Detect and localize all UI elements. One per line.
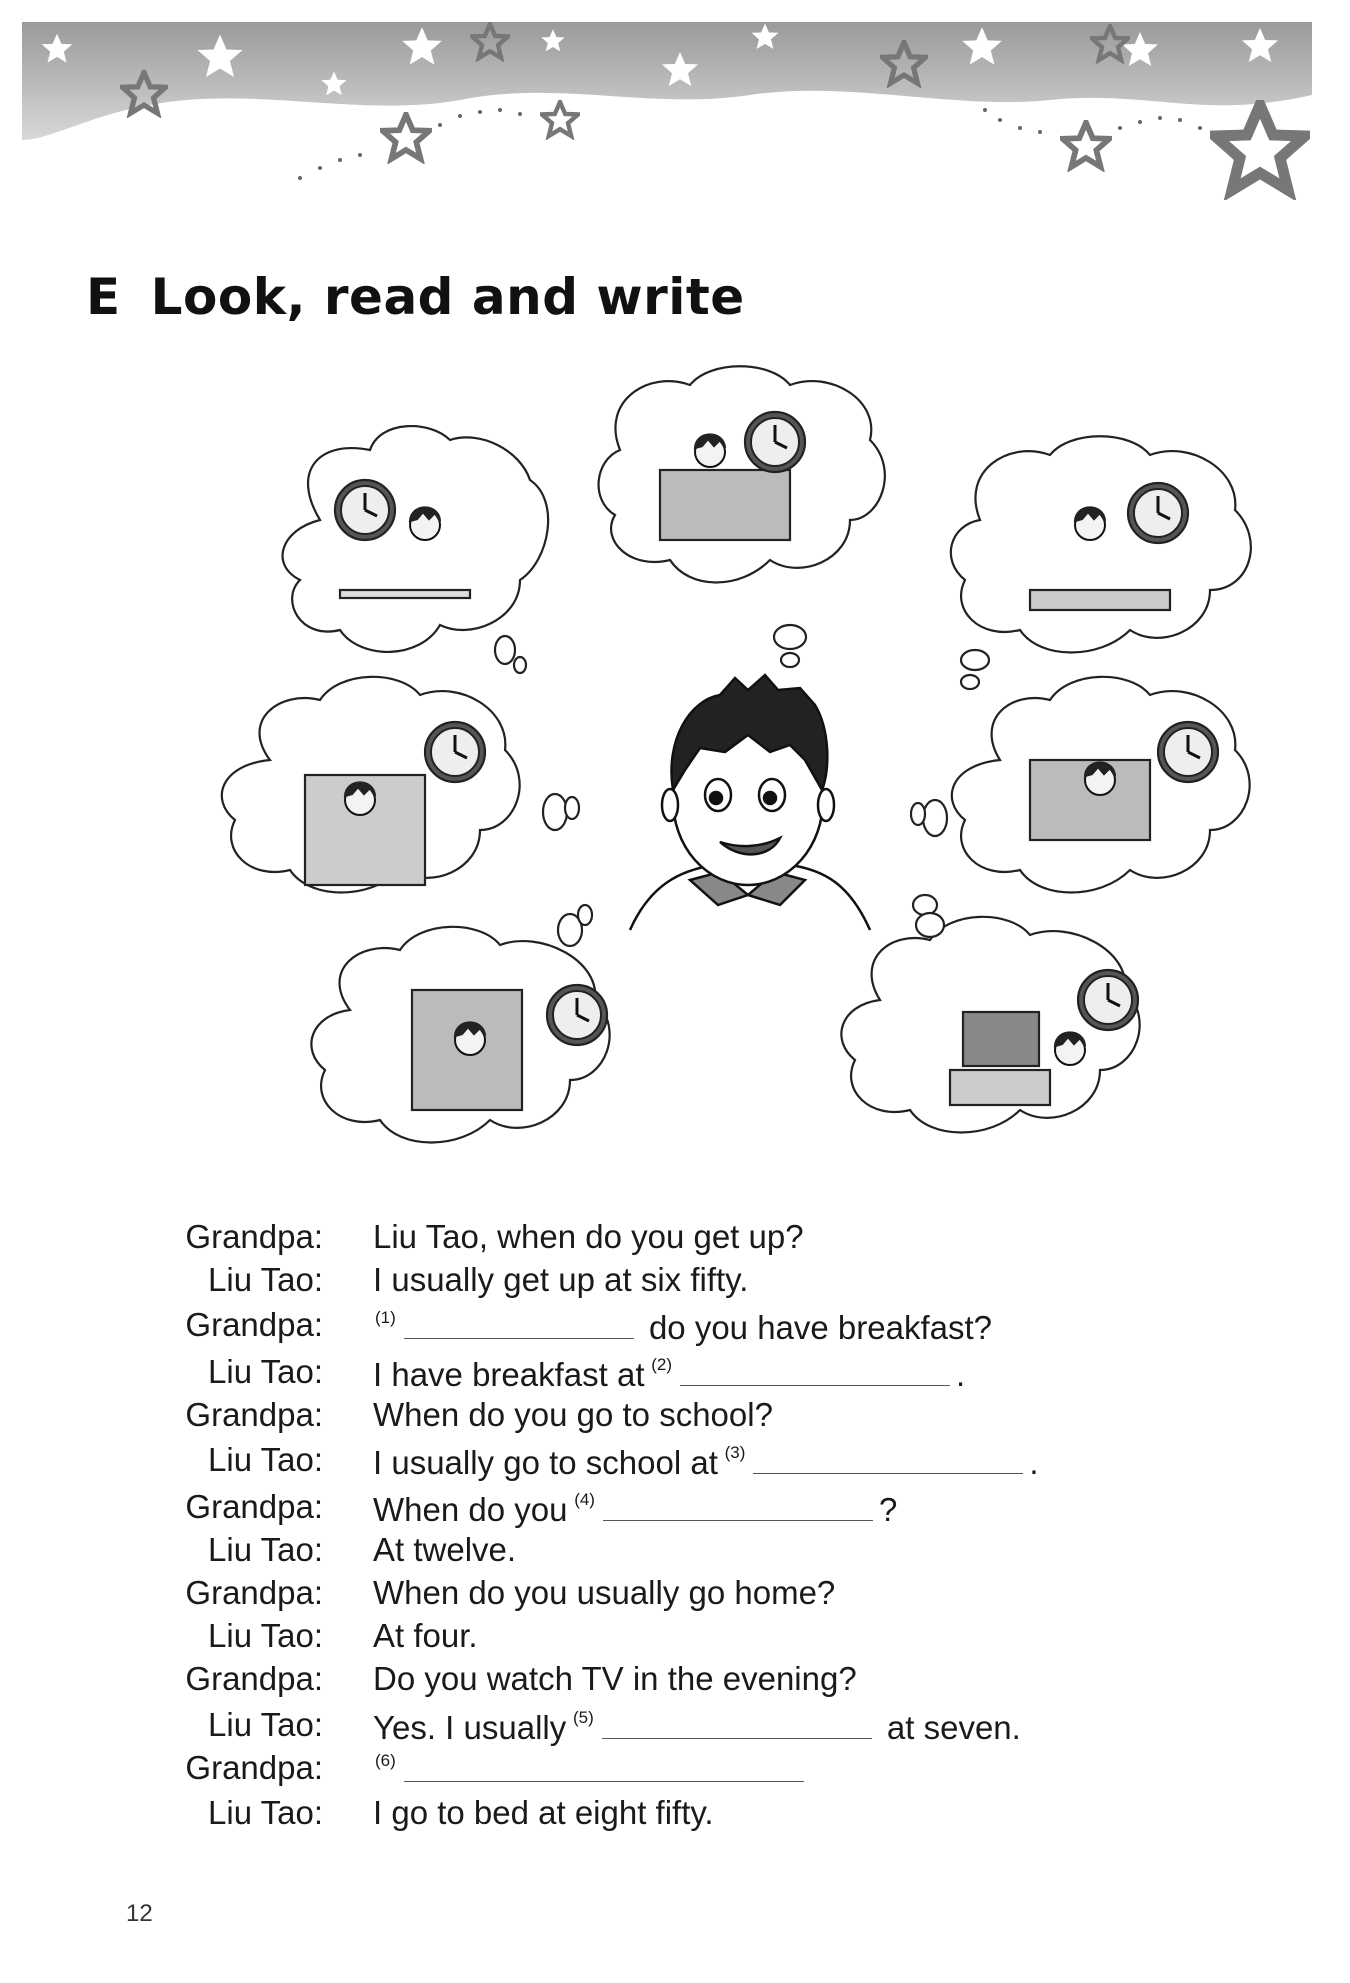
clock-icon (1128, 483, 1188, 543)
utterance-text: . (956, 1356, 966, 1393)
answer-blank[interactable] (680, 1355, 950, 1386)
speaker-label: Grandpa: (185, 1660, 323, 1697)
speaker-label: Grandpa: (185, 1396, 323, 1433)
clock-icon (335, 480, 395, 540)
section-heading (86, 268, 745, 326)
going-to-school-bubble (599, 366, 885, 667)
blank-number: (3) (719, 1443, 746, 1462)
speaker-label: Liu Tao: (208, 1617, 323, 1654)
dialogue-line (150, 1355, 1150, 1399)
dialogue-line (150, 1220, 1150, 1264)
speaker-label: Liu Tao: (208, 1531, 323, 1568)
boy-icon (695, 435, 725, 468)
watching-tv-bubble (841, 895, 1139, 1133)
utterance-text: I have breakfast at (373, 1356, 645, 1393)
speaker-label: Grandpa: (185, 1749, 323, 1786)
boy-icon (1055, 1033, 1085, 1066)
utterance (373, 1263, 748, 1296)
utterance-text: Do you watch TV in the evening? (373, 1660, 857, 1697)
utterance (373, 1576, 835, 1609)
utterance-text: When do you (373, 1491, 568, 1528)
speaker-label: Grandpa: (185, 1574, 323, 1611)
boy-icon (1075, 508, 1105, 541)
clock-icon (547, 985, 607, 1045)
dialogue-line (150, 1308, 1150, 1352)
utterance-text: I go to bed at eight fifty. (373, 1794, 714, 1831)
speaker-label: Grandpa: (185, 1218, 323, 1255)
speaker-label: Liu Tao: (208, 1706, 323, 1743)
answer-blank[interactable] (753, 1443, 1023, 1474)
page-number: 12 (126, 1900, 153, 1927)
utterance-text: When do you go to school? (373, 1396, 773, 1433)
eating-breakfast-bubble (283, 426, 549, 673)
blank-number: (2) (646, 1355, 672, 1374)
utterance (373, 1796, 714, 1829)
utterance (373, 1619, 478, 1652)
blank-number: (1) (375, 1308, 396, 1327)
utterance (373, 1490, 897, 1526)
utterance-text: At twelve. (373, 1531, 517, 1568)
utterance-text: at seven. (877, 1709, 1021, 1746)
speaker-label: Liu Tao: (208, 1261, 323, 1298)
clock-icon (1158, 722, 1218, 782)
clock-icon (425, 722, 485, 782)
going-to-bed-bubble (311, 905, 609, 1143)
blank-number: (4) (569, 1490, 595, 1509)
answer-blank[interactable] (404, 1308, 634, 1339)
section-title-text: Look, read and write (150, 268, 745, 326)
speaker-label: Liu Tao: (208, 1441, 323, 1478)
utterance-text: When do you usually go home? (373, 1574, 836, 1611)
dialogue-line (150, 1398, 1150, 1442)
boy-icon (455, 1023, 485, 1056)
utterance-text: I usually get up at six fifty. (373, 1261, 749, 1298)
getting-up-bubble (222, 677, 579, 893)
dialogue-line (150, 1490, 1150, 1534)
utterance (373, 1751, 810, 1787)
boy-icon (345, 783, 375, 816)
dialogue-line (150, 1796, 1150, 1840)
dialogue-line (150, 1619, 1150, 1663)
utterance-text: ? (878, 1491, 898, 1528)
boy-icon (410, 508, 440, 541)
answer-blank[interactable] (603, 1490, 873, 1521)
blank-number: (5) (568, 1708, 594, 1727)
dialogue-line (150, 1662, 1150, 1706)
starry-banner (0, 0, 1350, 220)
answer-blank[interactable] (602, 1708, 872, 1739)
utterance-text: Yes. I usually (373, 1709, 567, 1746)
utterance (373, 1355, 965, 1391)
utterance-text: I usually go to school at (373, 1444, 718, 1481)
utterance-text: Liu Tao, when do you get up? (373, 1218, 804, 1255)
answer-blank[interactable] (404, 1751, 804, 1782)
dialogue-line (150, 1533, 1150, 1577)
utterance (373, 1708, 1021, 1744)
clock-icon (745, 412, 805, 472)
utterance (373, 1662, 857, 1695)
speaker-label: Liu Tao: (208, 1353, 323, 1390)
utterance-text: At four. (373, 1617, 478, 1654)
speaker-label: Grandpa: (185, 1488, 323, 1525)
dialogue-line (150, 1751, 1150, 1795)
dialogue-line (150, 1576, 1150, 1620)
liu-tao-portrait (630, 675, 870, 930)
utterance (373, 1308, 992, 1344)
utterance (373, 1398, 773, 1431)
dialogue-line (150, 1708, 1150, 1752)
dialogue-line (150, 1443, 1150, 1487)
eating-lunch-bubble (951, 436, 1251, 689)
utterance-text: do you have breakfast? (639, 1309, 993, 1346)
speaker-label: Liu Tao: (208, 1794, 323, 1831)
daily-routine-illustration (0, 360, 1350, 1200)
clock-icon (1078, 970, 1138, 1030)
going-home-bubble (911, 677, 1250, 893)
blank-number: (6) (375, 1751, 396, 1770)
utterance (373, 1220, 804, 1253)
dialogue-line (150, 1263, 1150, 1307)
utterance-text: . (1029, 1444, 1039, 1481)
utterance (373, 1443, 1039, 1479)
section-letter: E (86, 268, 121, 326)
boy-icon (1085, 763, 1115, 796)
utterance (373, 1533, 516, 1566)
speaker-label: Grandpa: (185, 1306, 323, 1343)
